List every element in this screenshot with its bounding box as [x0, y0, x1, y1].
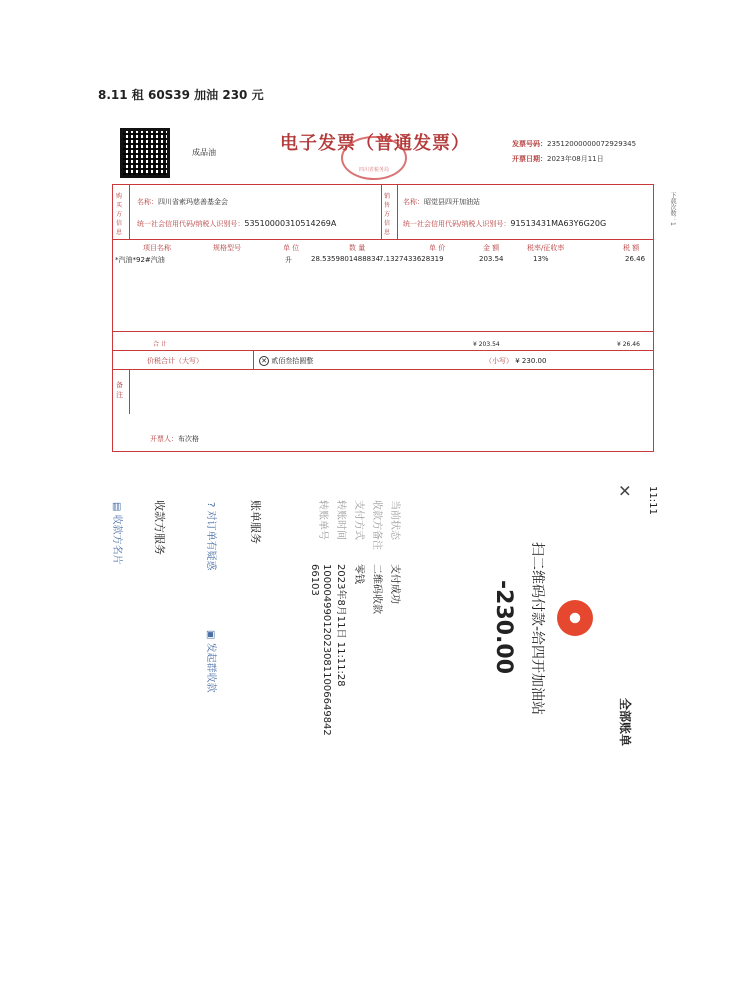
- invoice-number-value: 23512000000072929345: [547, 140, 637, 148]
- group-collect-label: 发起群收款: [205, 642, 216, 693]
- merchant-logo: [557, 600, 593, 636]
- payee-card-link[interactable]: [111, 502, 126, 565]
- total-label: 合 计: [153, 341, 167, 348]
- order-question-link[interactable]: [205, 502, 220, 571]
- invoice-number: [512, 139, 636, 149]
- card-icon: ▤: [111, 502, 122, 515]
- grand-total-upper: 贰佰叁拾圆整: [271, 357, 314, 365]
- row-tax: 26.46: [625, 255, 646, 263]
- invoice-date: [512, 154, 604, 164]
- field-label-remark: 收款方备注: [371, 500, 382, 550]
- row-item: *汽油*92#汽油: [115, 256, 165, 264]
- payee-card-label: 收款方名片: [111, 514, 122, 565]
- invoice-date-value: 2023年08月11日: [547, 155, 604, 163]
- question-icon: ?: [205, 502, 216, 511]
- field-value-method: 零钱: [353, 564, 364, 584]
- header-rate: 税率/征收率: [527, 244, 565, 252]
- field-value-remark: 二维码收款: [371, 564, 382, 614]
- field-label-status: 当前状态: [389, 500, 400, 540]
- header-unit: 单 位: [283, 244, 300, 252]
- header-item: 项目名称: [143, 244, 171, 252]
- close-icon[interactable]: ✕: [615, 484, 634, 498]
- field-value-status: 支付成功: [389, 564, 400, 604]
- invoice-title: 电子发票（普通发票）: [280, 133, 470, 154]
- group-icon: ▣: [205, 630, 216, 643]
- payee-service-title: 收款方服务: [153, 500, 166, 555]
- issuer-label: 开票人：: [150, 435, 178, 443]
- header-tax: 税 额: [623, 244, 640, 252]
- remarks-label: 备注: [116, 381, 123, 399]
- field-label-method: 支付方式: [353, 500, 364, 540]
- invoice-table: [112, 184, 654, 452]
- grand-total-small: ¥ 230.00: [515, 357, 547, 365]
- grand-total-label: 价税合计（大写）: [147, 357, 203, 365]
- payment-amount: -230.00: [491, 580, 516, 675]
- row-price: 7.1327433628319: [379, 255, 444, 263]
- row-qty: 28.5359801488834: [311, 255, 381, 263]
- buyer-name-label: 名称：: [137, 198, 158, 206]
- tax-seal: [341, 136, 407, 180]
- buyer-tax-id: 53510000310514269A: [244, 219, 337, 228]
- seller-tax-label: 统一社会信用代码/纳税人识别号：: [403, 220, 511, 228]
- seal-text: 四川省税务局: [358, 167, 389, 173]
- qr-code: [120, 128, 170, 178]
- page-heading: 8.11 租 60S39 加油 230 元: [98, 88, 264, 102]
- buyer-side-label: 购买方信息: [116, 193, 123, 236]
- row-rate: 13%: [533, 255, 549, 263]
- buyer-name: 四川省索玛慈善基金会: [158, 198, 228, 206]
- header-amount: 金 额: [483, 244, 500, 252]
- header-spec: 规格型号: [213, 244, 241, 252]
- buyer-tax-label: 统一社会信用代码/纳税人识别号：: [137, 220, 245, 228]
- group-collect-link[interactable]: [205, 630, 220, 693]
- issuer-name: 布次格: [178, 435, 199, 443]
- bill-service-title: 账单服务: [249, 500, 262, 544]
- seller-name-label: 名称：: [403, 198, 424, 206]
- total-amount: ¥ 203.54: [473, 341, 500, 348]
- field-label-time: 转账时间: [335, 500, 346, 540]
- status-time: 11:11: [647, 486, 658, 515]
- order-question-label: 对订单有疑惑: [205, 510, 216, 571]
- field-label-number: 转账单号: [317, 500, 328, 540]
- total-tax: ¥ 26.46: [617, 341, 640, 348]
- all-bills-button[interactable]: 全部账单: [618, 698, 632, 747]
- grand-small-label: （小写）: [485, 357, 513, 365]
- seller-name: 昭觉县四开加油站: [424, 198, 480, 206]
- header-qty: 数 量: [349, 244, 366, 252]
- payment-title: 扫二维码付款-给四开加油站: [529, 542, 545, 716]
- header-price: 单 价: [429, 244, 446, 252]
- seller-tax-id: 91513431MA63Y6G20G: [510, 219, 607, 228]
- field-value-time: 2023年8月11日 11:11:28: [335, 564, 346, 687]
- circle-x-icon: ✕: [259, 356, 269, 366]
- seller-side-label: 销售方信息: [384, 193, 391, 236]
- invoice-type-label: 成品油: [192, 148, 216, 157]
- electronic-invoice: [98, 116, 676, 461]
- row-unit: 升: [285, 256, 292, 264]
- invoice-number-label: 发票号码：: [512, 140, 547, 148]
- row-amount: 203.54: [479, 255, 504, 263]
- field-value-number: 10000499012023081100664984266103: [309, 564, 332, 736]
- invoice-date-label: 开票日期：: [512, 155, 547, 163]
- download-count: 下载次数：1: [669, 192, 676, 226]
